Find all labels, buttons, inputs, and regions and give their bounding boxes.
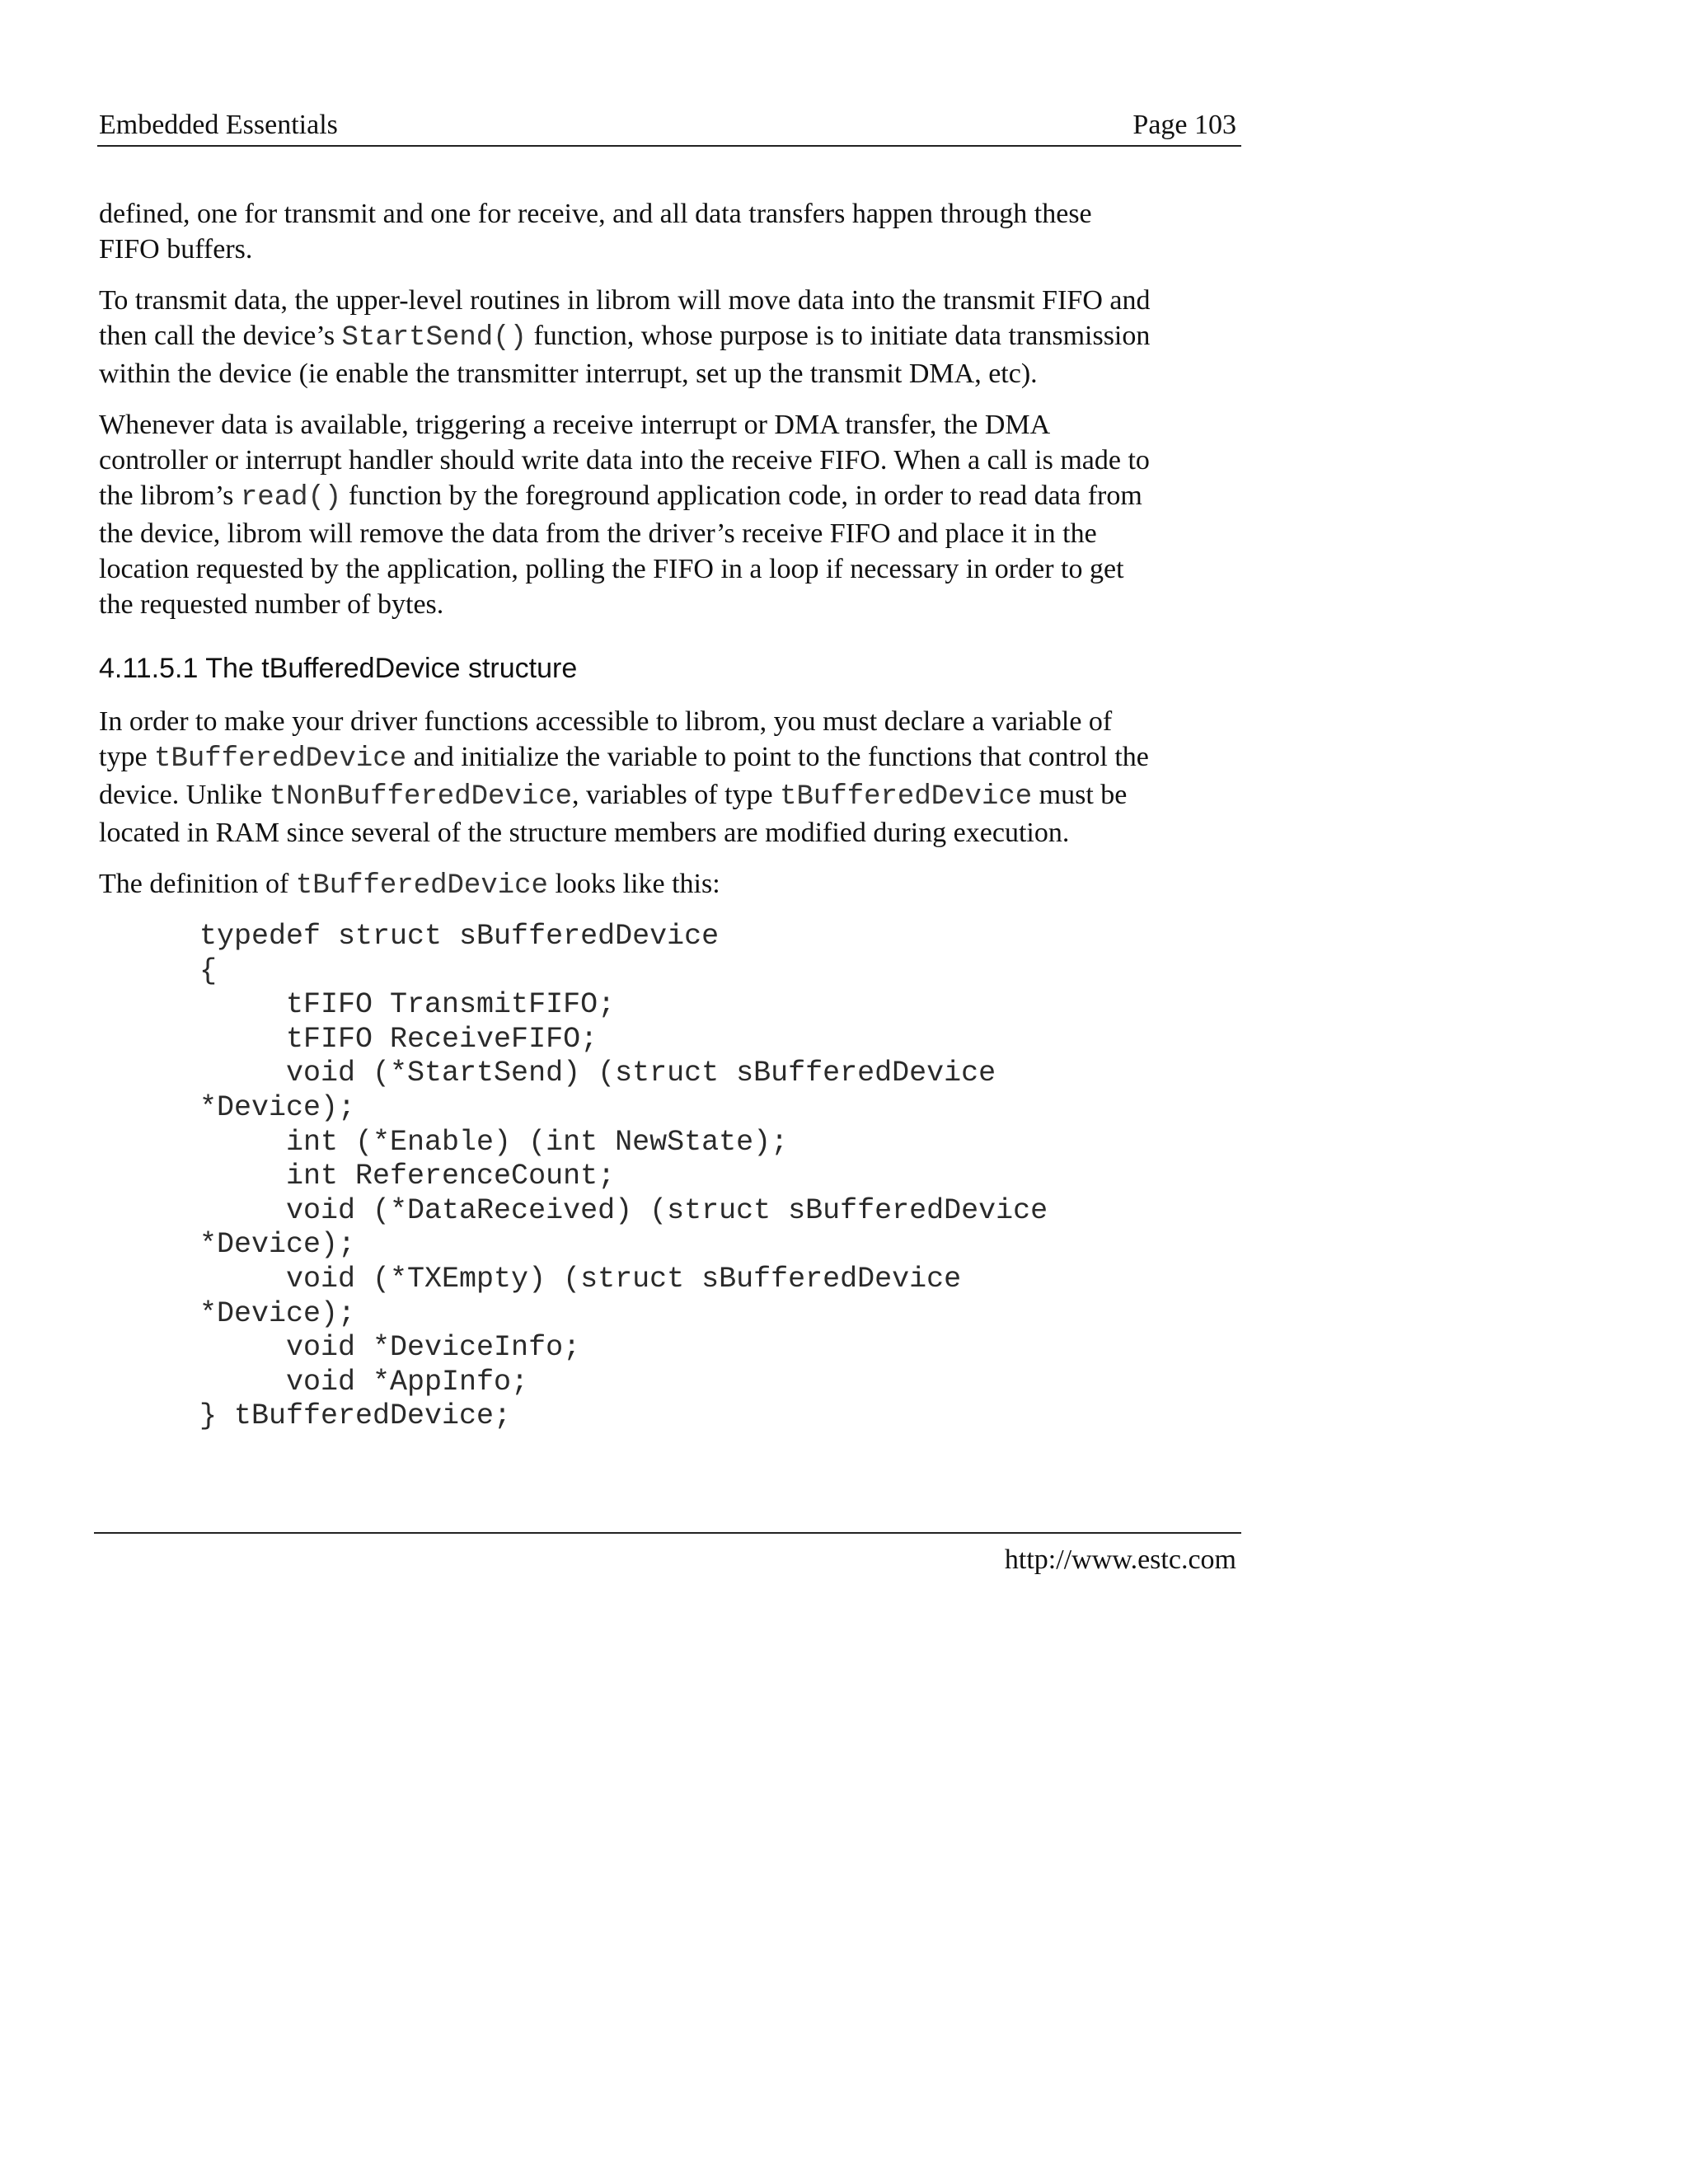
header-title: Embedded Essentials bbox=[99, 110, 338, 140]
paragraph-receive: Whenever data is available, triggering a receive interrupt or DMA transfer, the DMA controller or interrupt handler should write data into the receive FIFO. When a call is made to the librom’s read() function by the foreground application code, in order to read data from the device, librom will remove the data from the driver’s receive FIFO and place it in the location requested by the application, polling the FIFO in a loop if necessary in order to get the requested number of bytes. bbox=[99, 410, 1150, 620]
footer-url[interactable]: http://www.estc.com bbox=[1004, 1544, 1236, 1575]
struct-code-block: typedef struct sBufferedDevice { tFIFO TransmitFIFO; tFIFO ReceiveFIFO; void (*StartSend) (struct sBufferedDevice *Device); int (*Enable) (int NewState); int ReferenceCount; void (*DataReceived) (struct sBufferedDevice *Device); void (*TXEmpty) (struct sBufferedDevice *Device); void *DeviceInfo; void *AppInfo; } tBufferedDevice; bbox=[199, 920, 1048, 1433]
paragraph-declare-variable: In order to make your driver functions accessible to librom, you must declare a variable of type tBufferedDevice and initialize the variable to point to the functions that control the device. Unlike tNonBufferedDevice, variables of type tBufferedDevice must be located in RAM since several of the structure members are modified during execution. bbox=[99, 706, 1149, 848]
inline-code-tnonbuffereddevice: tNonBufferedDevice bbox=[269, 781, 573, 813]
inline-code-startsend: StartSend() bbox=[341, 322, 527, 354]
inline-code-tbuffereddevice-2: tBufferedDevice bbox=[780, 781, 1033, 813]
paragraph-definition bbox=[99, 866, 1241, 904]
inline-code-tbuffereddevice: tBufferedDevice bbox=[154, 743, 407, 775]
header-page-number: Page 103 bbox=[1132, 110, 1236, 140]
paragraph-fifo-intro: defined, one for transmit and one for receive, and all data transfers happen through these FIFO buffers. bbox=[99, 199, 1092, 265]
paragraph-transmit: To transmit data, the upper-level routines in librom will move data into the transmit FIFO and then call the device’s StartSend() function, whose purpose is to initiate data transmission within the device (ie enable the transmitter interrupt, set up the transmit DMA, etc). bbox=[99, 285, 1151, 389]
inline-code-read: read() bbox=[240, 482, 342, 513]
inline-code-tbuffereddevice-3: tBufferedDevice bbox=[295, 870, 548, 902]
running-footer bbox=[94, 1532, 1241, 1575]
definition-lead: The definition of bbox=[99, 869, 289, 899]
definition-tail: looks like this: bbox=[555, 869, 720, 899]
section-heading: 4.11.5.1 The tBufferedDevice structure bbox=[99, 653, 578, 684]
body-text bbox=[99, 196, 1241, 1434]
running-header bbox=[97, 105, 1241, 147]
